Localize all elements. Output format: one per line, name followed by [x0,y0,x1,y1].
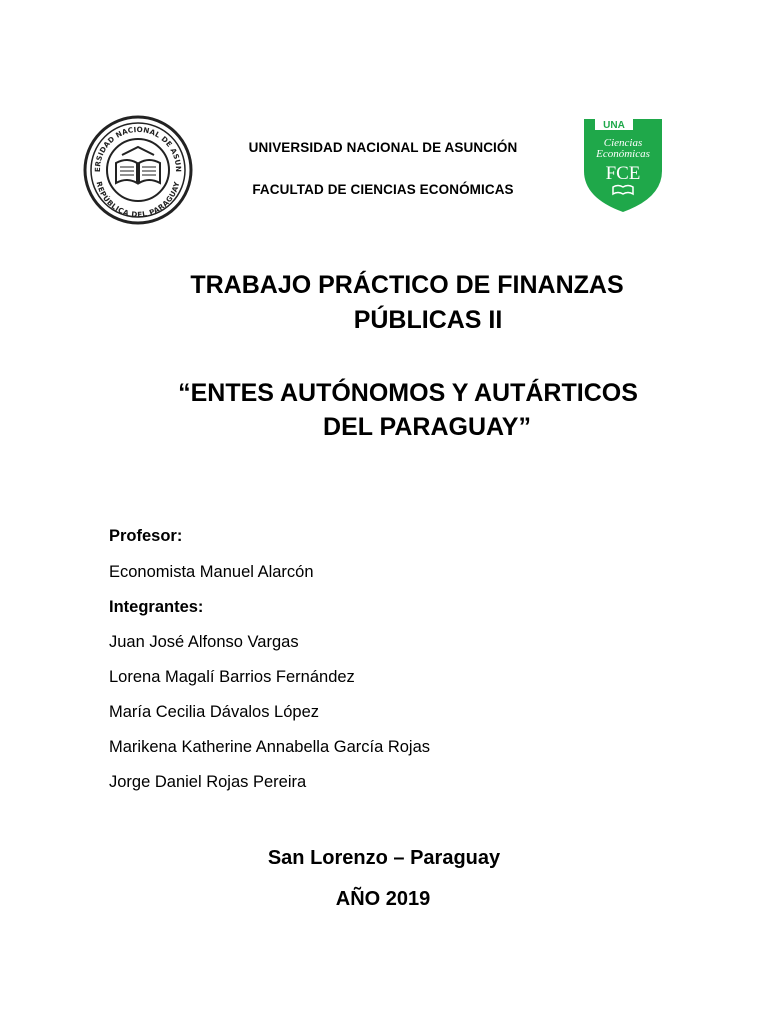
logo-line1-text: Ciencias [603,137,643,149]
seal-top-text: ERSIDAD NACIONAL DE ASUN [92,124,184,173]
subtitle-line-2: DEL PARAGUAY” [323,413,531,441]
member-name: Marikena Katherine Annabella García Rojas [109,738,431,756]
logo-acronym-text: FCE [605,163,641,184]
fce-logo [581,116,665,214]
university-name: UNIVERSIDAD NACIONAL DE ASUNCIÓN [248,140,518,155]
member-name: Jorge Daniel Rojas Pereira [109,773,307,791]
logo-una-text: UNA [603,120,625,131]
professor-label: Profesor: [109,527,183,545]
title-line-2: PÚBLICAS II [353,306,503,334]
year: AÑO 2019 [335,888,431,910]
subtitle-line-1: “ENTES AUTÓNOMOS Y AUTÁRTICOS [178,379,638,407]
university-seal-logo [82,115,194,225]
professor-name: Economista Manuel Alarcón [109,563,314,581]
member-name: Juan José Alfonso Vargas [109,633,299,651]
title-line-1: TRABAJO PRÁCTICO DE FINANZAS [190,271,624,299]
member-name: María Cecilia Dávalos López [109,703,320,721]
faculty-name: FACULTAD DE CIENCIAS ECONÓMICAS [252,182,514,197]
location: San Lorenzo – Paraguay [267,847,501,869]
seal-bottom-text: REPÚBLICA DEL PARAGUAY [94,180,182,220]
logo-line2-text: Económicas [596,148,650,160]
members-label: Integrantes: [109,598,204,616]
member-name: Lorena Magalí Barrios Fernández [109,668,355,686]
